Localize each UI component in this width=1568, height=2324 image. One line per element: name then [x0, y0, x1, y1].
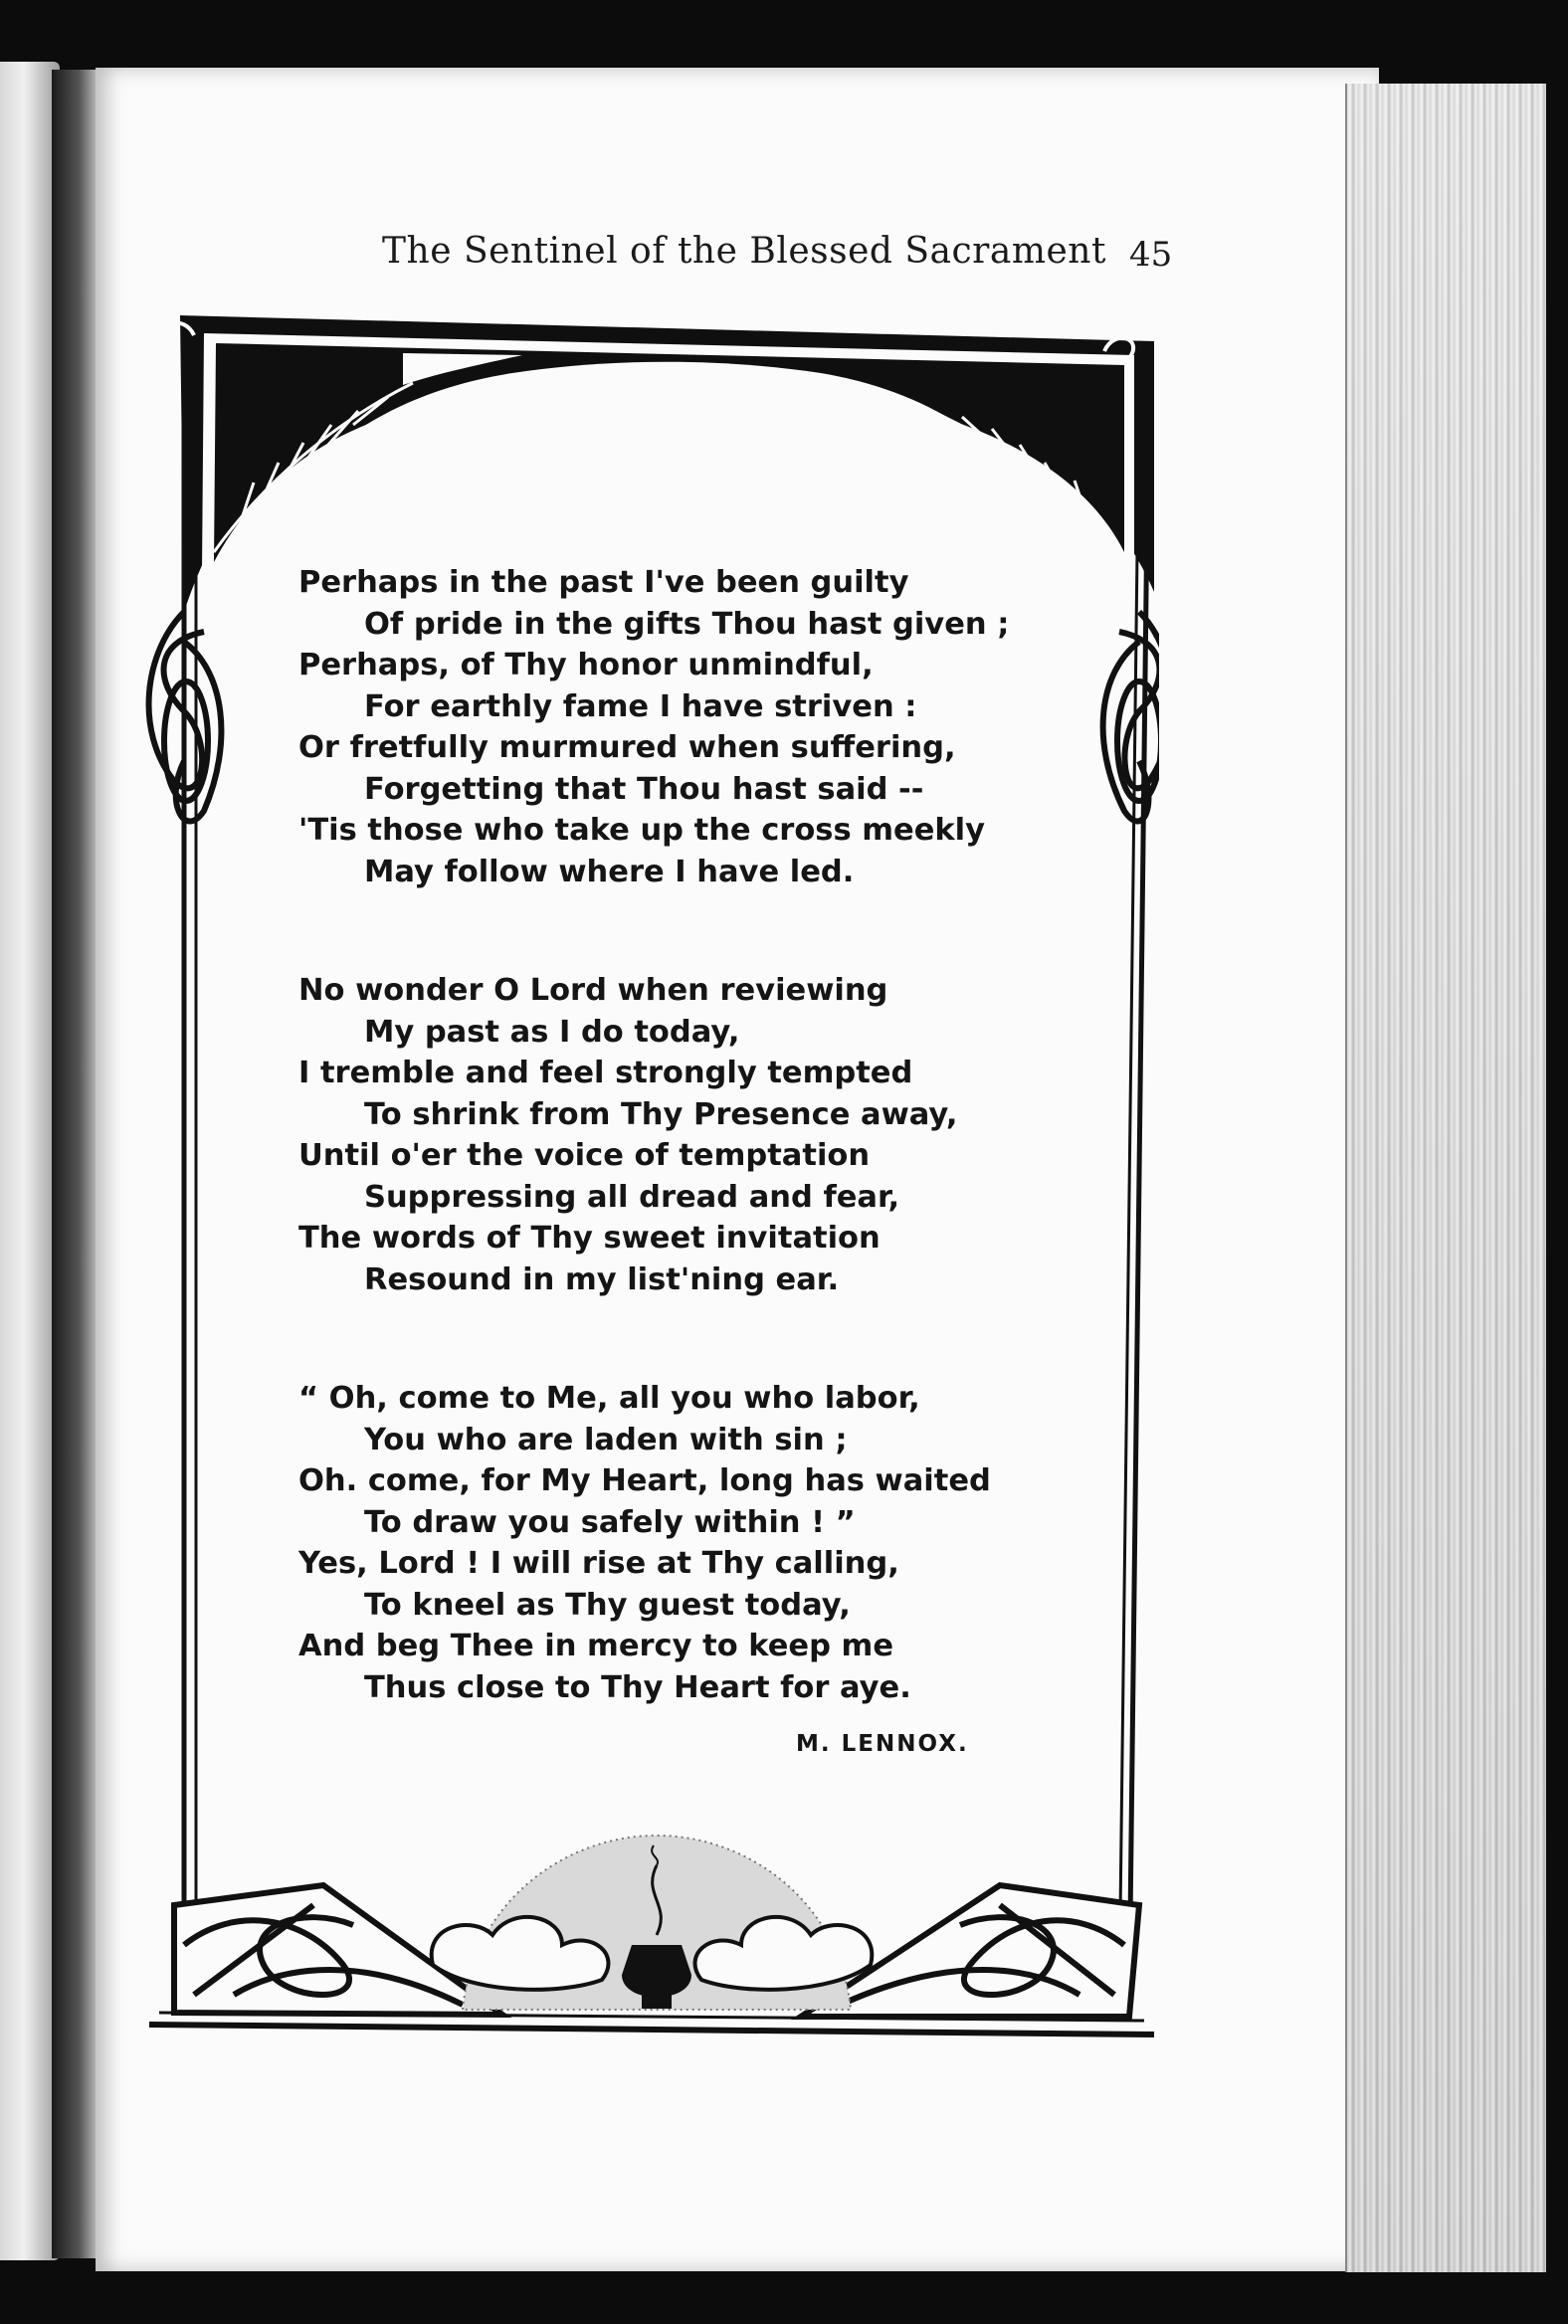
poem-line: No wonder O Lord when reviewing [298, 973, 888, 1008]
bottom-base-rule [149, 2025, 1154, 2034]
poem-line: May follow where I have led. [364, 854, 855, 889]
poem-line: Of pride in the gifts Thou hast given ; [364, 606, 1010, 642]
poem-line: Perhaps in the past I've been guilty [298, 565, 909, 600]
poem-line: “ Oh, come to Me, all you who labor, [298, 1381, 920, 1416]
book-gutter [52, 70, 98, 2258]
poem-line: Suppressing all dread and fear, [364, 1179, 900, 1215]
poem-line: Or fretfully murmured when suffering, [298, 730, 956, 765]
poem-line: Oh. come, for My Heart, long has waited [298, 1463, 991, 1498]
frame-right-rule [1129, 343, 1149, 2005]
left-page-edge [0, 62, 60, 2260]
poem-line: To kneel as Thy guest today, [364, 1587, 851, 1623]
left-knot [149, 612, 222, 821]
poem-line: Forgetting that Thou hast said -- [364, 771, 924, 807]
poem-line: Until o'er the voice of temptation [298, 1138, 871, 1173]
poem [298, 562, 1015, 1786]
poem-line: To draw you safely within ! ” [364, 1504, 856, 1540]
author-signature: M. LENNOX. [796, 1731, 969, 1757]
poem-line: You who are laden with sin ; [364, 1422, 848, 1457]
stanza-2 [298, 970, 1015, 1300]
stanza-3 [298, 1378, 1015, 1708]
page-edges [1345, 84, 1546, 2272]
poem-line: Yes, Lord ! I will rise at Thy calling, [298, 1546, 899, 1581]
poem-line: And beg Thee in mercy to keep me [298, 1629, 894, 1663]
poem-line: The words of Thy sweet invitation [298, 1221, 881, 1256]
poem-line: My past as I do today, [364, 1014, 740, 1050]
running-head: The Sentinel of the Blessed Sacrament [382, 231, 1106, 272]
poem-line: To shrink from Thy Presence away, [364, 1096, 958, 1132]
poem-line: Perhaps, of Thy honor unmindful, [298, 648, 874, 682]
poem-line: I tremble and feel strongly tempted [298, 1056, 913, 1090]
poem-line: Thus close to Thy Heart for aye. [364, 1669, 911, 1705]
stanza-1 [298, 562, 1015, 892]
poem-line: For earthly fame I have striven : [364, 688, 917, 724]
poem-line: 'Tis those who take up the cross meekly [298, 813, 986, 848]
page-number: 45 [1129, 235, 1173, 275]
poem-line: Resound in my list'ning ear. [364, 1261, 840, 1297]
